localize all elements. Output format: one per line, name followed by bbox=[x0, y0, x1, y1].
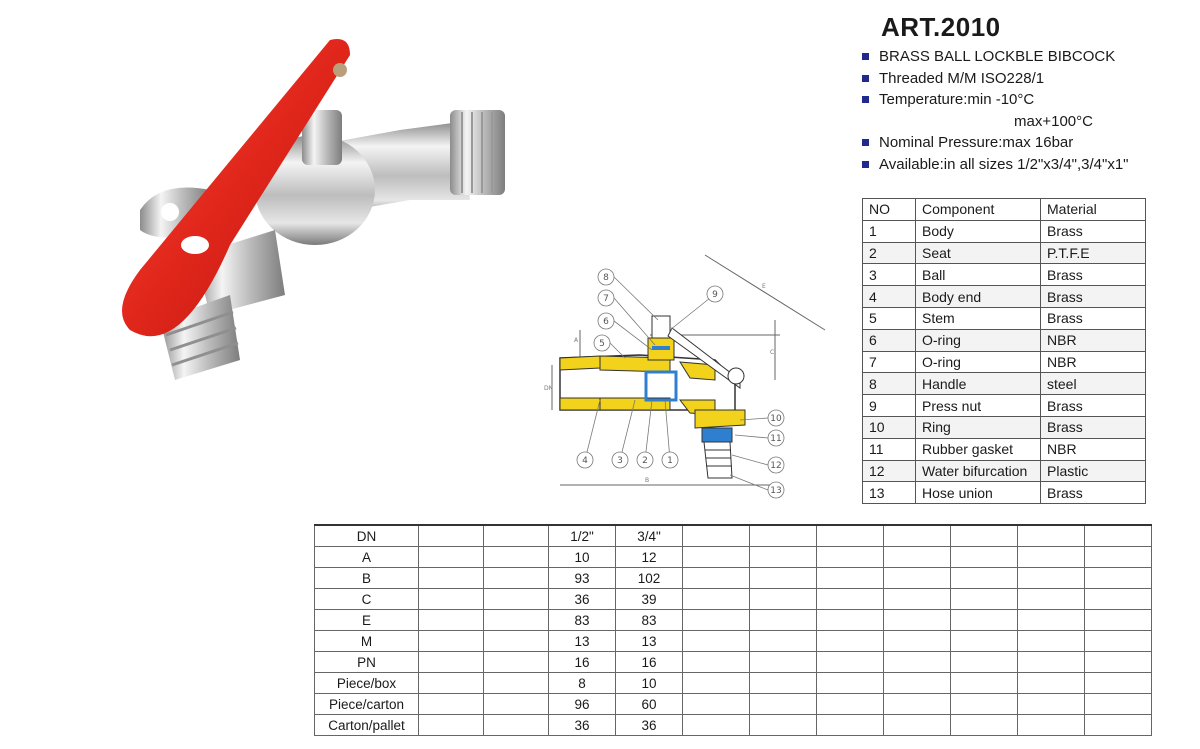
empty-cell bbox=[419, 568, 484, 589]
table-cell: Brass bbox=[1041, 482, 1146, 504]
empty-cell bbox=[750, 568, 817, 589]
table-cell: Brass bbox=[1041, 220, 1146, 242]
callout-6: 6 bbox=[603, 317, 609, 327]
empty-cell bbox=[484, 652, 549, 673]
table-cell: O-ring bbox=[916, 351, 1041, 373]
empty-cell bbox=[683, 547, 750, 568]
table-cell: 11 bbox=[863, 438, 916, 460]
table-cell: 83 bbox=[549, 610, 616, 631]
table-row bbox=[863, 438, 1146, 460]
table-cell: M bbox=[315, 631, 419, 652]
empty-cell bbox=[817, 652, 884, 673]
table-cell: Hose union bbox=[916, 482, 1041, 504]
empty-cell bbox=[484, 610, 549, 631]
dim-label-c: C bbox=[770, 349, 775, 356]
empty-cell bbox=[884, 694, 951, 715]
table-row bbox=[863, 242, 1146, 264]
spec-item: Threaded M/M ISO228/1 bbox=[862, 68, 1129, 90]
table-row bbox=[315, 631, 1152, 652]
empty-cell bbox=[750, 610, 817, 631]
empty-cell bbox=[1085, 694, 1152, 715]
table-row bbox=[315, 610, 1152, 631]
empty-cell bbox=[884, 547, 951, 568]
table-cell: P.T.F.E bbox=[1041, 242, 1146, 264]
column-header: Material bbox=[1041, 199, 1146, 221]
table-row bbox=[315, 652, 1152, 673]
empty-cell bbox=[419, 631, 484, 652]
callout-4: 4 bbox=[582, 456, 588, 466]
table-cell: Brass bbox=[1041, 395, 1146, 417]
table-row bbox=[315, 673, 1152, 694]
table-cell: 8 bbox=[549, 673, 616, 694]
callout-13: 13 bbox=[770, 486, 782, 496]
empty-cell bbox=[884, 652, 951, 673]
empty-cell bbox=[817, 589, 884, 610]
product-photo bbox=[100, 30, 540, 410]
table-row bbox=[315, 694, 1152, 715]
empty-cell bbox=[951, 694, 1018, 715]
table-cell: O-ring bbox=[916, 329, 1041, 351]
table-cell: E bbox=[315, 610, 419, 631]
table-cell: Body end bbox=[916, 286, 1041, 308]
callout-9: 9 bbox=[712, 290, 718, 300]
table-cell: 8 bbox=[863, 373, 916, 395]
empty-cell bbox=[419, 673, 484, 694]
empty-cell bbox=[951, 715, 1018, 736]
empty-cell bbox=[683, 715, 750, 736]
table-cell: steel bbox=[1041, 373, 1146, 395]
empty-cell bbox=[884, 673, 951, 694]
empty-cell bbox=[419, 652, 484, 673]
table-cell: 10 bbox=[863, 416, 916, 438]
empty-cell bbox=[1018, 652, 1085, 673]
table-cell: 4 bbox=[863, 286, 916, 308]
empty-cell bbox=[750, 525, 817, 547]
empty-cell bbox=[884, 568, 951, 589]
table-row bbox=[863, 373, 1146, 395]
table-cell: Brass bbox=[1041, 307, 1146, 329]
empty-cell bbox=[951, 547, 1018, 568]
table-cell: Piece/box bbox=[315, 673, 419, 694]
bullet-square-icon bbox=[862, 53, 869, 60]
empty-cell bbox=[1085, 610, 1152, 631]
spec-list bbox=[862, 46, 1129, 175]
empty-cell bbox=[419, 525, 484, 547]
empty-cell bbox=[484, 547, 549, 568]
empty-cell bbox=[419, 715, 484, 736]
table-cell: Brass bbox=[1041, 286, 1146, 308]
table-row bbox=[863, 460, 1146, 482]
callout-7: 7 bbox=[603, 294, 609, 304]
dim-label-dn: DN bbox=[544, 385, 554, 392]
table-row bbox=[863, 416, 1146, 438]
table-row bbox=[863, 220, 1146, 242]
table-cell: B bbox=[315, 568, 419, 589]
callout-5: 5 bbox=[599, 339, 605, 349]
empty-cell bbox=[1085, 589, 1152, 610]
table-header-row bbox=[863, 199, 1146, 221]
table-cell: 12 bbox=[616, 547, 683, 568]
empty-cell bbox=[884, 525, 951, 547]
spec-item: Temperature:min -10°C bbox=[862, 89, 1129, 111]
empty-cell bbox=[484, 525, 549, 547]
table-row bbox=[315, 715, 1152, 736]
table-cell: Brass bbox=[1041, 264, 1146, 286]
table-cell: Seat bbox=[916, 242, 1041, 264]
table-cell: Handle bbox=[916, 373, 1041, 395]
table-cell: 36 bbox=[549, 589, 616, 610]
empty-cell bbox=[817, 715, 884, 736]
table-cell: 3 bbox=[863, 264, 916, 286]
empty-cell bbox=[1018, 673, 1085, 694]
table-cell: Water bifurcation bbox=[916, 460, 1041, 482]
table-cell: 10 bbox=[616, 673, 683, 694]
empty-cell bbox=[1085, 568, 1152, 589]
product-title: ART.2010 bbox=[881, 12, 1001, 42]
table-cell: 96 bbox=[549, 694, 616, 715]
callout-2: 2 bbox=[642, 456, 648, 466]
table-cell: 36 bbox=[549, 715, 616, 736]
empty-cell bbox=[1018, 547, 1085, 568]
empty-cell bbox=[683, 589, 750, 610]
table-cell: NBR bbox=[1041, 329, 1146, 351]
table-cell: 83 bbox=[616, 610, 683, 631]
table-row bbox=[315, 568, 1152, 589]
empty-cell bbox=[1085, 715, 1152, 736]
empty-cell bbox=[817, 525, 884, 547]
empty-cell bbox=[951, 631, 1018, 652]
bullet-square-icon bbox=[862, 75, 869, 82]
empty-cell bbox=[951, 673, 1018, 694]
table-cell: 39 bbox=[616, 589, 683, 610]
table-cell: NBR bbox=[1041, 438, 1146, 460]
empty-cell bbox=[484, 694, 549, 715]
empty-cell bbox=[817, 610, 884, 631]
empty-cell bbox=[884, 589, 951, 610]
empty-cell bbox=[951, 610, 1018, 631]
table-cell: Body bbox=[916, 220, 1041, 242]
empty-cell bbox=[1018, 715, 1085, 736]
empty-cell bbox=[484, 568, 549, 589]
table-cell: 36 bbox=[616, 715, 683, 736]
table-cell: A bbox=[315, 547, 419, 568]
empty-cell bbox=[1085, 631, 1152, 652]
empty-cell bbox=[750, 631, 817, 652]
empty-cell bbox=[484, 715, 549, 736]
empty-cell bbox=[884, 631, 951, 652]
bullet-square-icon bbox=[862, 96, 869, 103]
table-cell: 5 bbox=[863, 307, 916, 329]
table-cell: 12 bbox=[863, 460, 916, 482]
empty-cell bbox=[817, 547, 884, 568]
empty-cell bbox=[1085, 547, 1152, 568]
table-row bbox=[863, 482, 1146, 504]
table-cell: 13 bbox=[863, 482, 916, 504]
empty-cell bbox=[750, 589, 817, 610]
empty-cell bbox=[750, 715, 817, 736]
empty-cell bbox=[750, 673, 817, 694]
empty-cell bbox=[1018, 631, 1085, 652]
component-table bbox=[862, 198, 1146, 504]
callout-11: 11 bbox=[770, 434, 782, 444]
table-cell: 13 bbox=[549, 631, 616, 652]
empty-cell bbox=[1018, 610, 1085, 631]
table-cell: 93 bbox=[549, 568, 616, 589]
callout-10: 10 bbox=[770, 414, 782, 424]
empty-cell bbox=[683, 610, 750, 631]
empty-cell bbox=[1085, 673, 1152, 694]
empty-cell bbox=[419, 589, 484, 610]
dimension-table bbox=[314, 524, 1152, 736]
empty-cell bbox=[817, 694, 884, 715]
empty-cell bbox=[683, 631, 750, 652]
table-cell: 1/2" bbox=[549, 525, 616, 547]
empty-cell bbox=[683, 694, 750, 715]
empty-cell bbox=[1018, 589, 1085, 610]
table-cell: 13 bbox=[616, 631, 683, 652]
table-cell: Piece/carton bbox=[315, 694, 419, 715]
table-cell: 10 bbox=[549, 547, 616, 568]
table-cell: 3/4" bbox=[616, 525, 683, 547]
empty-cell bbox=[951, 568, 1018, 589]
table-row bbox=[315, 589, 1152, 610]
table-cell: 9 bbox=[863, 395, 916, 417]
table-cell: 2 bbox=[863, 242, 916, 264]
table-cell: 1 bbox=[863, 220, 916, 242]
callout-12: 12 bbox=[770, 461, 782, 471]
empty-cell bbox=[1018, 694, 1085, 715]
empty-cell bbox=[951, 652, 1018, 673]
table-cell: 16 bbox=[616, 652, 683, 673]
table-cell: Carton/pallet bbox=[315, 715, 419, 736]
table-cell: Press nut bbox=[916, 395, 1041, 417]
empty-cell bbox=[484, 673, 549, 694]
table-row bbox=[863, 351, 1146, 373]
table-cell: Rubber gasket bbox=[916, 438, 1041, 460]
table-cell: Stem bbox=[916, 307, 1041, 329]
spec-item: Nominal Pressure:max 16bar bbox=[862, 132, 1129, 154]
table-cell: 102 bbox=[616, 568, 683, 589]
spec-item: BRASS BALL LOCKBLE BIBCOCK bbox=[862, 46, 1129, 68]
cross-section-drawing bbox=[540, 250, 840, 500]
table-row bbox=[863, 307, 1146, 329]
empty-cell bbox=[817, 568, 884, 589]
callout-1: 1 bbox=[667, 456, 673, 466]
empty-cell bbox=[1018, 568, 1085, 589]
empty-cell bbox=[951, 589, 1018, 610]
empty-cell bbox=[884, 610, 951, 631]
table-cell: NBR bbox=[1041, 351, 1146, 373]
empty-cell bbox=[817, 673, 884, 694]
table-cell: Brass bbox=[1041, 416, 1146, 438]
table-cell: 16 bbox=[549, 652, 616, 673]
empty-cell bbox=[683, 525, 750, 547]
table-row bbox=[863, 395, 1146, 417]
table-row bbox=[863, 329, 1146, 351]
table-cell: Plastic bbox=[1041, 460, 1146, 482]
dim-label-a: A bbox=[574, 337, 579, 344]
table-row bbox=[315, 525, 1152, 547]
column-header: Component bbox=[916, 199, 1041, 221]
spec-item-continued: max+100°C bbox=[1014, 112, 1093, 130]
empty-cell bbox=[484, 589, 549, 610]
dim-label-e: E bbox=[762, 283, 766, 290]
bullet-square-icon bbox=[862, 139, 869, 146]
empty-cell bbox=[817, 631, 884, 652]
bullet-square-icon bbox=[862, 161, 869, 168]
table-cell: C bbox=[315, 589, 419, 610]
empty-cell bbox=[1018, 525, 1085, 547]
table-row bbox=[863, 286, 1146, 308]
empty-cell bbox=[1085, 525, 1152, 547]
table-row bbox=[863, 264, 1146, 286]
empty-cell bbox=[1085, 652, 1152, 673]
callout-8: 8 bbox=[603, 273, 609, 283]
table-cell: PN bbox=[315, 652, 419, 673]
dim-label-b: B bbox=[645, 477, 650, 484]
empty-cell bbox=[683, 568, 750, 589]
empty-cell bbox=[951, 525, 1018, 547]
table-cell: Ring bbox=[916, 416, 1041, 438]
table-cell: 60 bbox=[616, 694, 683, 715]
empty-cell bbox=[683, 652, 750, 673]
table-cell: 7 bbox=[863, 351, 916, 373]
callout-3: 3 bbox=[617, 456, 623, 466]
empty-cell bbox=[484, 631, 549, 652]
empty-cell bbox=[419, 610, 484, 631]
table-cell: DN bbox=[315, 525, 419, 547]
empty-cell bbox=[419, 694, 484, 715]
spec-item: Available:in all sizes 1/2"x3/4",3/4"x1" bbox=[862, 154, 1129, 176]
empty-cell bbox=[683, 673, 750, 694]
empty-cell bbox=[884, 715, 951, 736]
table-cell: Ball bbox=[916, 264, 1041, 286]
empty-cell bbox=[419, 547, 484, 568]
empty-cell bbox=[750, 652, 817, 673]
empty-cell bbox=[750, 547, 817, 568]
empty-cell bbox=[750, 694, 817, 715]
table-cell: 6 bbox=[863, 329, 916, 351]
column-header: NO bbox=[863, 199, 916, 221]
table-row bbox=[315, 547, 1152, 568]
